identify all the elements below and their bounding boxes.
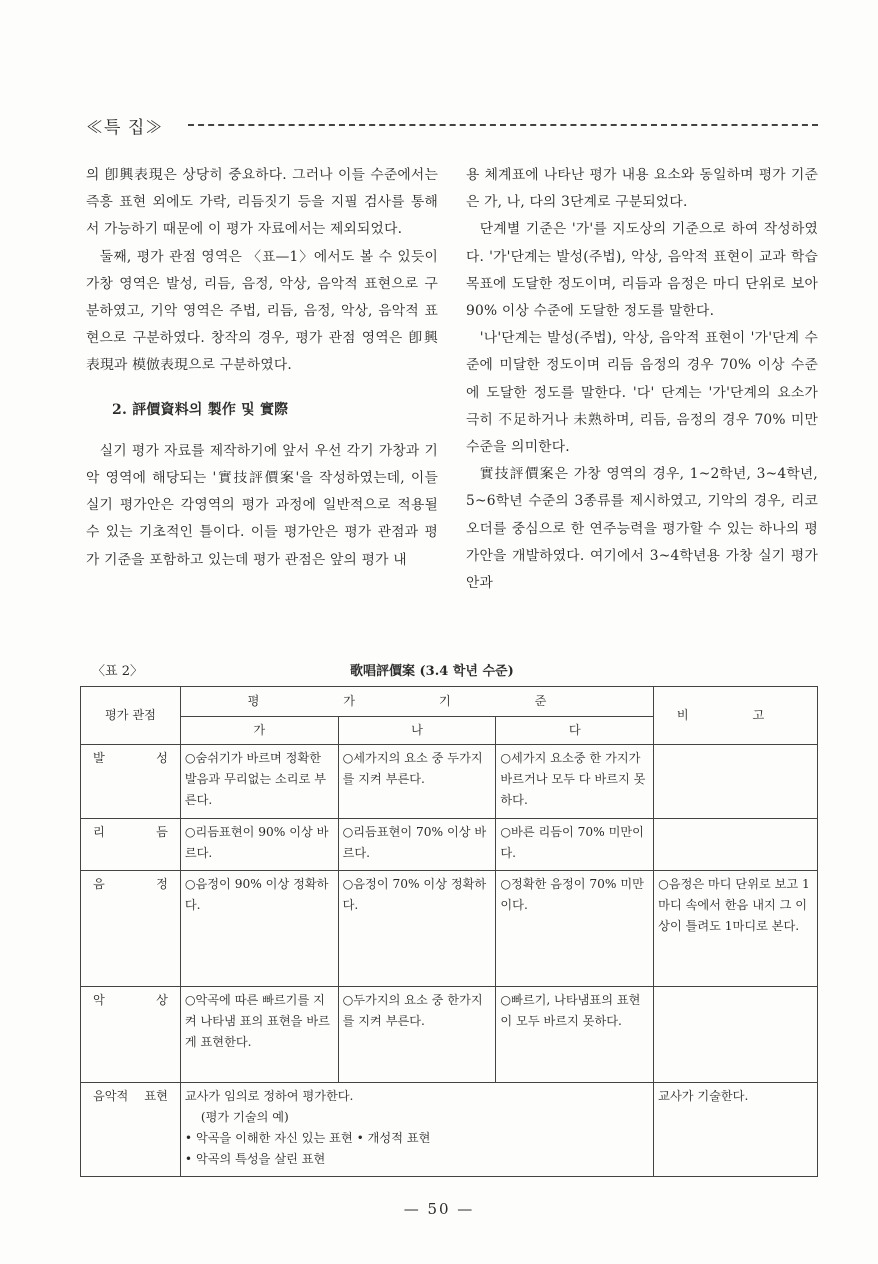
cell-note: ○음정은 마디 단위로 보고 1마디 속에서 한음 내지 그 이상이 틀려도 1마디로 본다. xyxy=(654,871,818,987)
evaluation-table xyxy=(80,686,818,1177)
table-row xyxy=(81,745,818,819)
paragraph: 의 卽興表現은 상당히 중요하다. 그러나 이들 수준에서는 즉흥 표현 외에도 가락, 리듬짓기 등을 지필 검사를 통해서 가능하기 때문에 이 평가 자료에서는 제외되었다. xyxy=(86,167,438,238)
paragraph: 용 체계표에 나타난 평가 내용 요소와 동일하며 평가 기준은 가, 나, 다의 3단계로 구분되었다. xyxy=(466,167,818,211)
paragraph: 實技評價案은 가창 영역의 경우, 1~2학년, 3~4학년, 5~6학년 수준의 3종류를 제시하였고, 기악의 경우, 리코오더를 중심으로 한 연주능력을 평가할 수 있는 하나의 평가안을 개발하였다. 여기에서 3~4학년용 가창 실기 평가안과 xyxy=(466,466,818,592)
header-criteria: 평 가 기 준 xyxy=(180,687,653,717)
cell-ga: ○리듬표현이 90% 이상 바르다. xyxy=(180,819,338,871)
header-level-na: 나 xyxy=(338,717,496,745)
cell-note: 교사가 기술한다. xyxy=(654,1083,818,1177)
right-column xyxy=(466,162,818,597)
page-number: — 50 — xyxy=(403,1200,475,1218)
row-label: 음악적 표현 xyxy=(81,1083,181,1177)
cell-ga: ○음정이 90% 이상 정확하다. xyxy=(180,871,338,987)
table-row xyxy=(81,819,818,871)
header-divider xyxy=(188,124,818,126)
cell-expression-criteria xyxy=(180,1083,653,1177)
table-label: 〈표 2〉 xyxy=(92,664,143,679)
cell-da: ○바른 리듬이 70% 미만이다. xyxy=(496,819,654,871)
row-label: 발 성 xyxy=(81,745,181,819)
row-label: 악 상 xyxy=(81,987,181,1083)
criteria-line: • 악곡의 특성을 살린 표현 xyxy=(184,1152,326,1166)
table-row xyxy=(81,987,818,1083)
header-level-ga: 가 xyxy=(180,717,338,745)
header-level-da: 다 xyxy=(496,717,654,745)
cell-ga: ○숨쉬기가 바르며 정확한 발음과 무리없는 소리로 부른다. xyxy=(180,745,338,819)
table-title: 歌唱評價案 (3.4 학년 수준) xyxy=(350,664,514,679)
left-column xyxy=(86,162,438,574)
criteria-line: (평가 기술의 예) xyxy=(200,1110,289,1124)
paragraph: '나'단계는 발성(주법), 악상, 음악적 표현이 '가'단계 수준에 미달한 정도이며 리듬 음정의 경우 70% 이상 수준에 도달한 정도를 말한다. '다' 단계는 '가'단계의 요소가 극히 不足하거나 未熟하며, 리듬, 음정의 경우 70% 미만 수준을 의미한다. xyxy=(466,330,818,456)
section-header: ≪특 집≫ xyxy=(86,118,164,138)
cell-note xyxy=(654,987,818,1083)
cell-note xyxy=(654,819,818,871)
cell-na: ○리듬표현이 70% 이상 바르다. xyxy=(338,819,496,871)
row-label: 음 정 xyxy=(81,871,181,987)
row-label: 리 듬 xyxy=(81,819,181,871)
criteria-line: • 악곡을 이해한 자신 있는 표현 • 개성적 표현 xyxy=(184,1131,431,1145)
cell-na: ○두가지의 요소 중 한가지를 지켜 부른다. xyxy=(338,987,496,1083)
cell-note xyxy=(654,745,818,819)
cell-na: ○음정이 70% 이상 정확하다. xyxy=(338,871,496,987)
paragraph: 둘째, 평가 관점 영역은 〈표—1〉에서도 볼 수 있듯이 가창 영역은 발성, 리듬, 음정, 악상, 음악적 표현으로 구분하였고, 기악 영역은 주법, 리듬, 음정, 악상, 음악적 표현으로 구분하였다. 창작의 경우, 평가 관점 영역은 卽興表現과 模倣表現으로 구분하였다. xyxy=(86,248,438,374)
paragraph: 실기 평가 자료를 제작하기에 앞서 우선 각기 가창과 기악 영역에 해당되는 '實技評價案'을 작성하였는데, 이들 실기 평가안은 각영역의 평가 과정에 일반적으로 적용될 수 있는 기초적인 틀이다. 이들 평가안은 평가 관점과 평가 기준을 포함하고 있는데 평가 관점은 앞의 평가 내 xyxy=(86,442,438,568)
header-perspective: 평가 관점 xyxy=(81,687,181,745)
cell-da: ○세가지 요소중 한 가지가 바르거나 모두 다 바르지 못하다. xyxy=(496,745,654,819)
cell-ga: ○악곡에 따른 빠르기를 지켜 나타냄 표의 표현을 바르게 표현한다. xyxy=(180,987,338,1083)
table-row xyxy=(81,871,818,987)
section-heading: 2. 評價資料의 製作 및 實際 xyxy=(112,401,289,418)
cell-da: ○빠르기, 나타냄표의 표현이 모두 바르지 못하다. xyxy=(496,987,654,1083)
paragraph: 단계별 기준은 '가'를 지도상의 기준으로 하여 작성하였다. '가'단계는 발성(주법), 악상, 음악적 표현이 교과 학습 목표에 도달한 정도이며, 리듬과 음정은 마디 단위로 보아 90% 이상 수준에 도달한 정도를 말한다. xyxy=(466,221,818,320)
cell-na: ○세가지의 요소 중 두가지를 지켜 부른다. xyxy=(338,745,496,819)
criteria-line: 교사가 임의로 정하여 평가한다. xyxy=(184,1089,354,1103)
header-remarks: 비 고 xyxy=(654,687,818,745)
cell-da: ○정확한 음정이 70% 미만이다. xyxy=(496,871,654,987)
table-row xyxy=(81,1083,818,1177)
